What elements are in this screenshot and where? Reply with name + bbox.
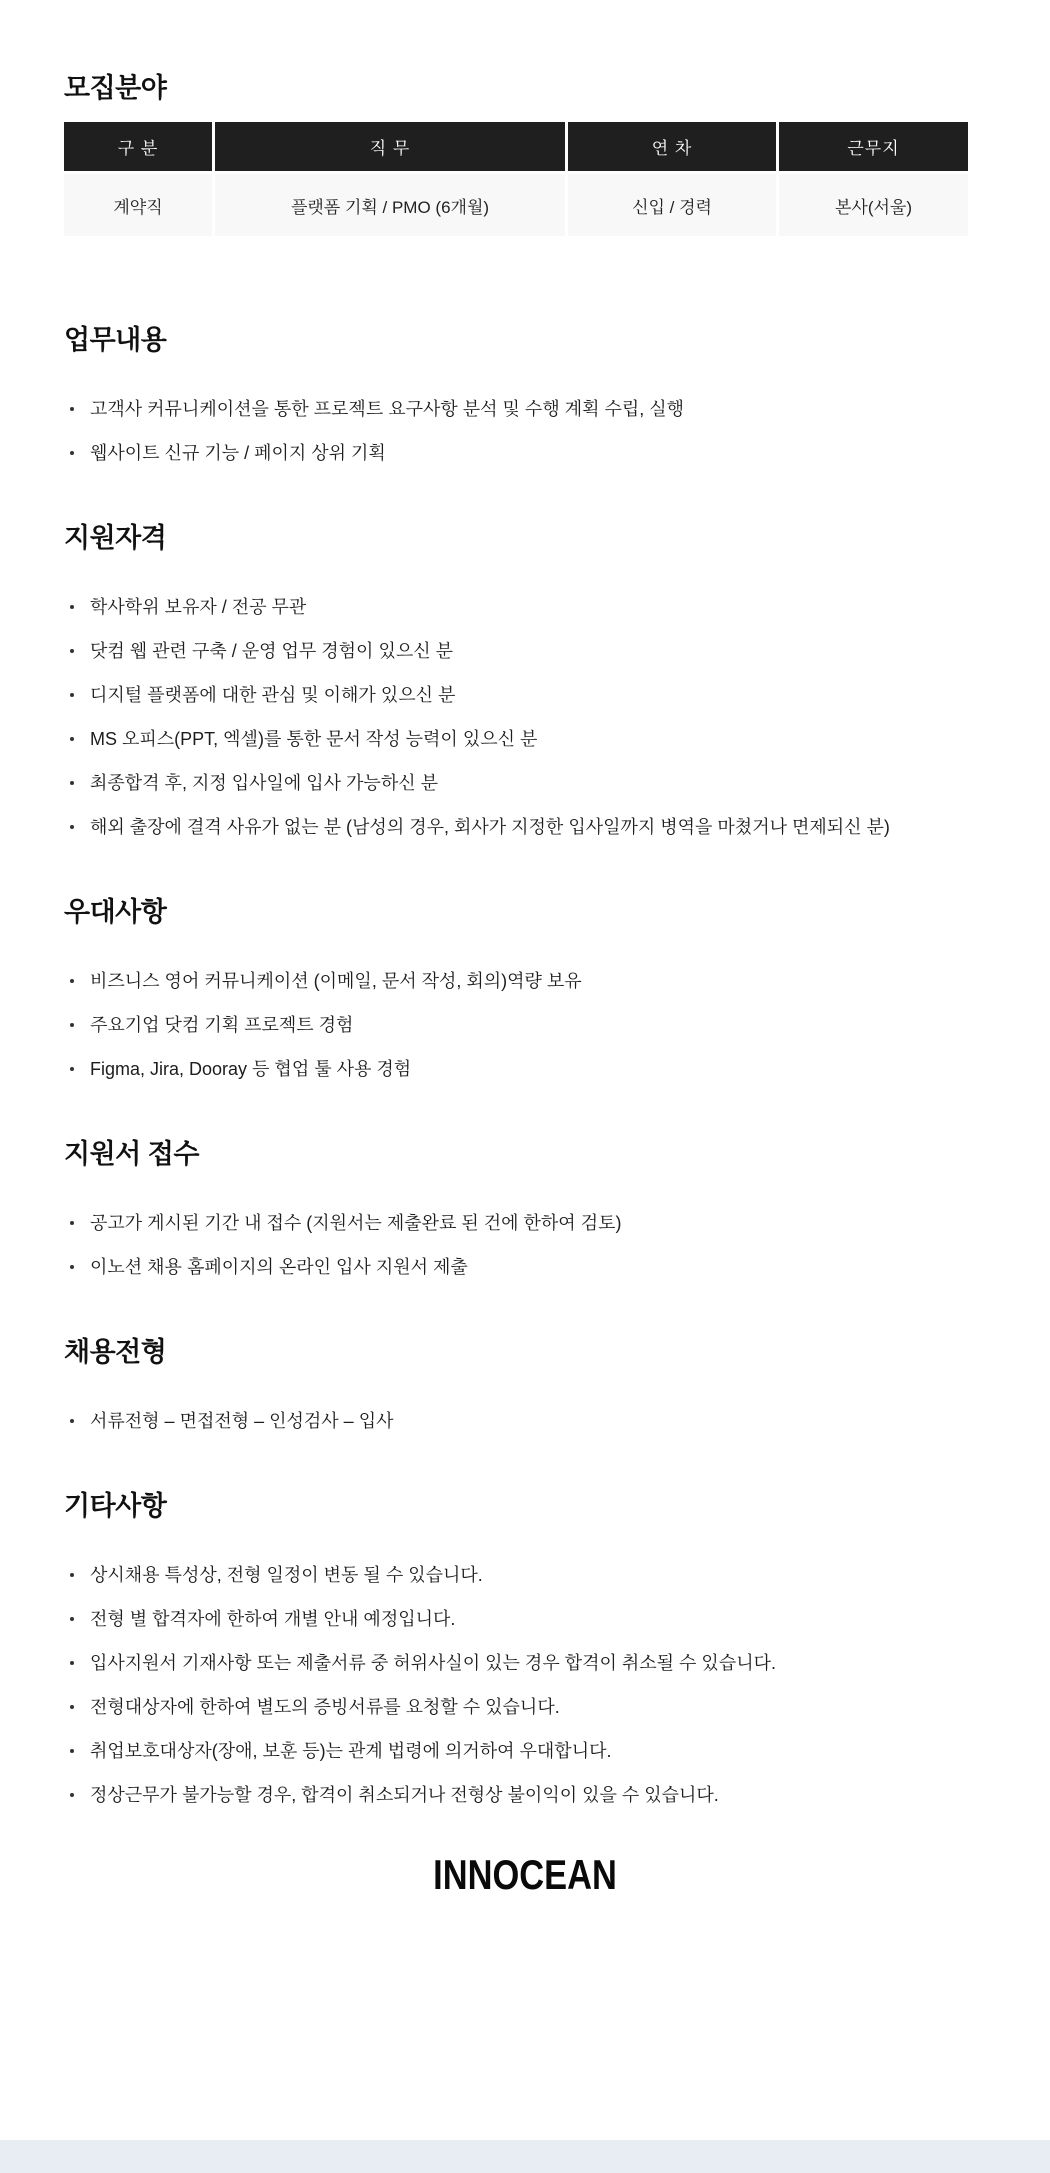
application-list [64,1214,986,1276]
bullet-dot-icon [70,1749,74,1753]
section-title-application: 지원서 접수 [64,1139,199,1169]
list-item-text: MS 오피스(PPT, 엑셀)를 통한 문서 작성 능력이 있으신 분 [90,729,538,749]
section-title-other-notes: 기타사항 [64,1491,167,1521]
list-item-text: 해외 출장에 결격 사유가 없는 분 (남성의 경우, 회사가 지정한 입사일까지 병역을 마쳤거나 면제되신 분) [90,817,890,837]
preferred-list [64,972,986,1078]
section-title-job-description: 업무내용 [64,325,167,355]
list-item [64,972,986,990]
bullet-dot-icon [70,407,74,411]
section-title-recruit-field: 모집분야 [64,73,167,103]
list-item [64,1258,986,1276]
list-item [64,1698,986,1716]
list-item [64,1016,986,1034]
table-cell-location: 본사(서울) [779,174,968,236]
list-item-text: 비즈니스 영어 커뮤니케이션 (이메일, 문서 작성, 회의)역량 보유 [90,971,582,991]
list-item-text: Figma, Jira, Dooray 등 협업 툴 사용 경험 [90,1059,412,1079]
section-job-description [64,324,986,462]
bullet-dot-icon [70,1221,74,1225]
section-title-preferred: 우대사항 [64,897,167,927]
list-item [64,400,986,418]
recruit-table [64,122,959,236]
bullet-dot-icon [70,605,74,609]
list-item [64,444,986,462]
section-title-qualifications: 지원자격 [64,523,167,553]
list-item [64,818,986,836]
list-item [64,1610,986,1628]
list-item [64,642,986,660]
bullet-dot-icon [70,649,74,653]
qualifications-list [64,598,986,836]
list-item [64,1742,986,1760]
logo-row [64,1851,986,1898]
table-cell-category: 계약직 [64,174,212,236]
innocean-logo: INNOCEAN [433,1851,617,1898]
job-description-list [64,400,986,462]
list-item [64,1566,986,1584]
table-cell-job: 플랫폼 기획 / PMO (6개월) [215,174,565,236]
bullet-dot-icon [70,1705,74,1709]
list-item-text: 상시채용 특성상, 전형 일정이 변동 될 수 있습니다. [90,1565,483,1585]
table-header-location: 근무지 [779,122,968,171]
list-item [64,1654,986,1672]
list-item-text: 고객사 커뮤니케이션을 통한 프로젝트 요구사항 분석 및 수행 계획 수립, 실행 [90,399,685,419]
bullet-dot-icon [70,693,74,697]
section-hiring-process [64,1336,986,1430]
section-preferred [64,896,986,1078]
section-title-hiring-process: 채용전형 [64,1337,167,1367]
list-item-text: 입사지원서 기재사항 또는 제출서류 중 허위사실이 있는 경우 합격이 취소될 수 있습니다. [90,1653,776,1673]
section-application [64,1138,986,1276]
table-cell-experience: 신입 / 경력 [568,174,776,236]
list-item-text: 이노션 채용 홈페이지의 온라인 입사 지원서 제출 [90,1257,468,1277]
bullet-dot-icon [70,1023,74,1027]
list-item [64,730,986,748]
bullet-dot-icon [70,1419,74,1423]
list-item-text: 정상근무가 불가능할 경우, 합격이 취소되거나 전형상 불이익이 있을 수 있습니다. [90,1785,719,1805]
footer-bar [0,2140,1050,2173]
bullet-dot-icon [70,1067,74,1071]
list-item-text: 디지털 플랫폼에 대한 관심 및 이해가 있으신 분 [90,685,456,705]
bullet-dot-icon [70,1793,74,1797]
list-item [64,686,986,704]
section-qualifications [64,522,986,836]
section-recruit-field [64,72,986,236]
bullet-dot-icon [70,781,74,785]
list-item-text: 닷컴 웹 관련 구축 / 운영 업무 경험이 있으신 분 [90,641,453,661]
bullet-dot-icon [70,1617,74,1621]
list-item-text: 취업보호대상자(장애, 보훈 등)는 관계 법령에 의거하여 우대합니다. [90,1741,612,1761]
bullet-dot-icon [70,825,74,829]
bullet-dot-icon [70,979,74,983]
list-item [64,774,986,792]
list-item [64,1214,986,1232]
list-item-text: 주요기업 닷컴 기획 프로젝트 경험 [90,1015,354,1035]
list-item [64,1786,986,1804]
bullet-dot-icon [70,1265,74,1269]
list-item [64,598,986,616]
table-header-job: 직 무 [215,122,565,171]
list-item-text: 최종합격 후, 지정 입사일에 입사 가능하신 분 [90,773,438,793]
bullet-dot-icon [70,737,74,741]
list-item [64,1060,986,1078]
table-header-experience: 연 차 [568,122,776,171]
list-item-text: 공고가 게시된 기간 내 접수 (지원서는 제출완료 된 건에 한하여 검토) [90,1213,622,1233]
other-notes-list [64,1566,986,1804]
list-item-text: 전형대상자에 한하여 별도의 증빙서류를 요청할 수 있습니다. [90,1697,560,1717]
list-item [64,1412,986,1430]
bullet-dot-icon [70,1661,74,1665]
list-item-text: 학사학위 보유자 / 전공 무관 [90,597,307,617]
hiring-process-list [64,1412,986,1430]
table-header-category: 구 분 [64,122,212,171]
list-item-text: 서류전형 – 면접전형 – 인성검사 – 입사 [90,1411,394,1431]
bullet-dot-icon [70,451,74,455]
list-item-text: 전형 별 합격자에 한하여 개별 안내 예정입니다. [90,1609,456,1629]
list-item-text: 웹사이트 신규 기능 / 페이지 상위 기획 [90,443,386,463]
section-other-notes [64,1490,986,1804]
bullet-dot-icon [70,1573,74,1577]
